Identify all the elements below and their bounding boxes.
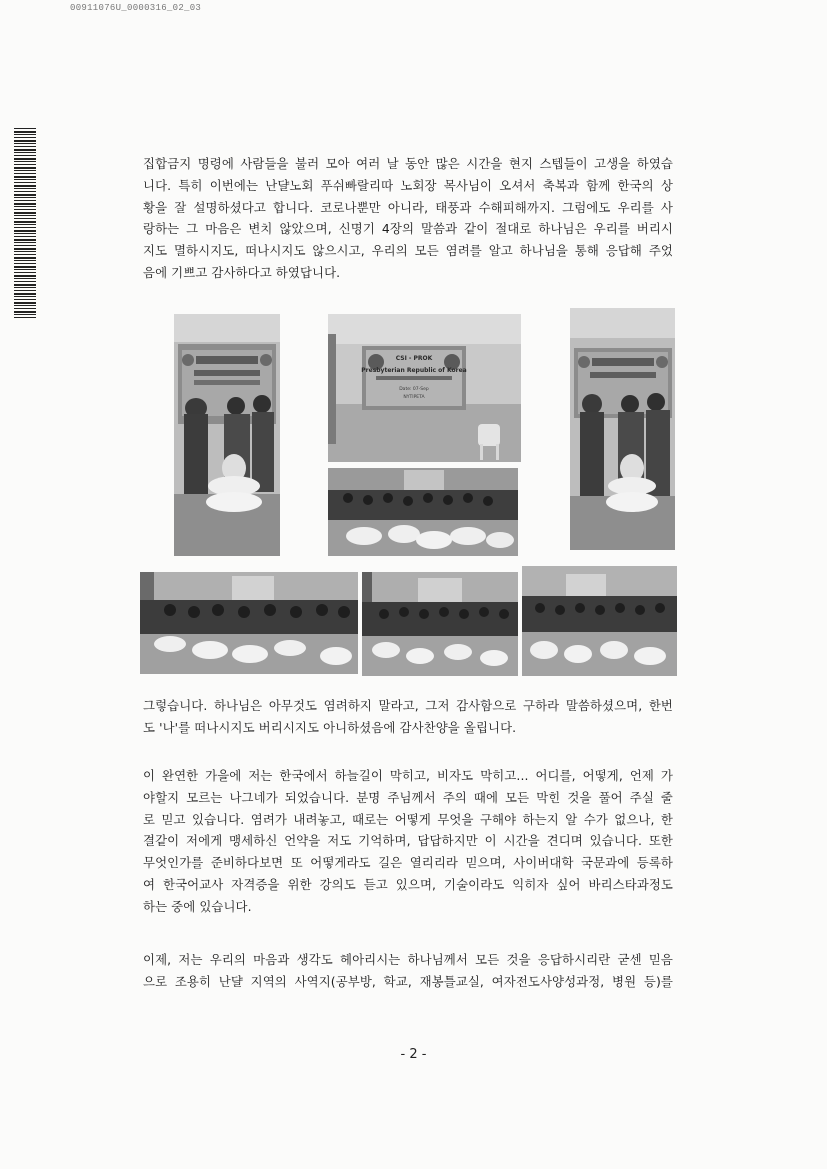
text-line: 이제, 저는 우리의 마음과 생각도 헤아리시는 하나님께서 모든 것을 응답하시리란 굳센 믿음 xyxy=(143,952,673,967)
photo-bottom-middle-crowd xyxy=(362,572,518,676)
paragraph-4 xyxy=(143,949,673,993)
text-line: 결같이 저에게 맹세하신 언약을 저도 기억하며, 답답하지만 이 시간을 견디며 있습니다. 또한 xyxy=(143,833,673,849)
text-line: 로 믿고 있습니다. 염려가 내려놓고, 때로는 어떻게 무엇을 구해야 하는지 알 수가 없으나, 한 xyxy=(143,811,673,827)
photo-bottom-right-crowd xyxy=(522,566,677,676)
text-line: 이 완연한 가을에 저는 한국에서 하늘길이 막히고, 비자도 막히고... 어디를, 어떻게, 언제 가 xyxy=(143,768,673,783)
banner-line-2: Presbyterian Republic of Korea xyxy=(361,367,467,374)
text-line: 하는 중에 있습니다. xyxy=(143,898,252,914)
text-line: 지도 멸하시지도, 떠나시지도 않으시고, 우리의 모든 염려를 알고 하나님을 통해 응답해 주었 xyxy=(143,243,673,259)
paragraph-1 xyxy=(143,153,673,284)
paragraph-3 xyxy=(143,765,673,918)
banner-line-1: CSI - PROK xyxy=(395,355,433,362)
text-line: 집합금지 명령에 사람들을 불러 모아 여러 날 동안 많은 시간을 현지 스텝들이 고생을 하였습 xyxy=(143,156,673,171)
banner-line-4: NYTIPETA xyxy=(403,395,425,400)
text-line: 음에 기쁘고 감사하다고 하였답니다. xyxy=(143,264,341,280)
text-line: 으로 조용히 난댤 지역의 사역지(공부방, 학교, 재봉틀교실, 여자전도사양성과정, 병원 등)를 xyxy=(143,973,673,989)
text-line: 랑하는 그 마음은 변치 않았으며, 신명기 4장의 말씀과 같이 절대로 하나님은 우리를 버리시 xyxy=(143,221,673,237)
text-line: 그렇습니다. 하나님은 아무것도 염려하지 말라고, 그저 감사함으로 구하라 말씀하셨으며, 한번 xyxy=(143,698,673,713)
text-line: 여 한국어교사 자격증을 위한 강의도 듣고 있으며, 기술이라도 익히자 싶어 바리스타과정도 xyxy=(143,876,673,892)
document-id: 00911076U_0000316_02_03 xyxy=(70,3,202,13)
photo-right-group xyxy=(570,308,675,550)
text-line: 니다. 특히 이번에는 난댤노회 푸쉬빠랄리따 노회장 목사님이 오셔서 축복과 함께 한국의 상 xyxy=(143,177,673,193)
photo-bottom-left-crowd xyxy=(140,572,358,674)
text-line: 도 '나'를 떠나시지도 버리시지도 아니하셨음에 감사찬양을 올립니다. xyxy=(143,719,517,735)
page-number: - 2 - xyxy=(400,1047,427,1062)
text-line: 황을 잘 설명하셨다고 합니다. 코로나뿐만 아니라, 태풍과 수해피해까지. 그럼에도 우리를 사 xyxy=(143,199,673,215)
photo-left-group xyxy=(174,314,280,556)
text-line: 무엇인가를 준비하다보면 또 어떻게라도 길은 열리리라 믿으며, 사이버대학 국문과에 등록하 xyxy=(143,855,673,871)
barcode xyxy=(14,128,36,318)
paragraph-2 xyxy=(143,695,673,739)
text-line: 야할지 모르는 나그네가 되었습니다. 분명 주님께서 주의 때에 모든 막힌 것을 풀어 주실 줄 xyxy=(143,789,673,805)
banner-line-3: Date: 07-Sep xyxy=(399,387,429,392)
photo-middle-crowd xyxy=(328,468,518,556)
photo-banner-room xyxy=(328,314,521,462)
